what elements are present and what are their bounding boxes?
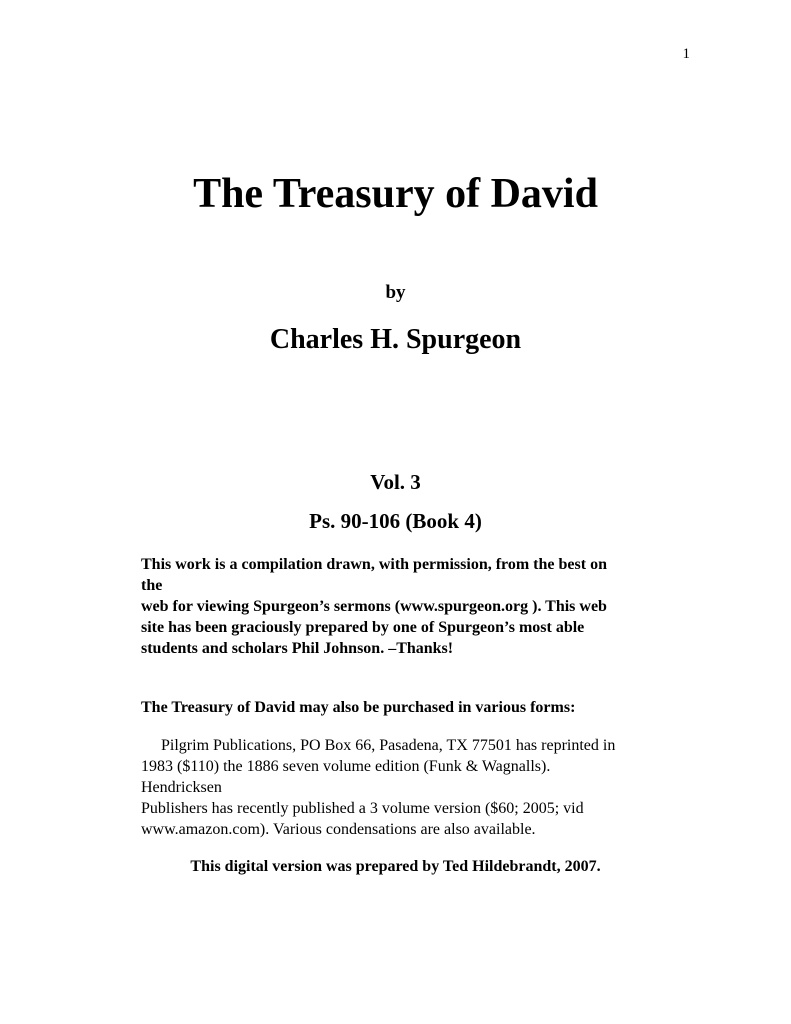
purchase-line: Publishers has recently published a 3 volume version ($60; 2005; vid [141,800,584,817]
purchase-info [141,735,681,840]
digital-version-note: This digital version was prepared by Ted Hildebrandt, 2007. [190,858,601,875]
compilation-note [141,554,681,659]
compilation-line: This work is a compilation drawn, with permission, from the best on [141,556,607,573]
volume-label: Vol. 3 [370,470,421,494]
compilation-line: the [141,577,163,594]
compilation-line: web for viewing Spurgeon’s sermons (www.spurgeon.org ). This web [141,598,607,615]
purchase-line: 1983 ($110) the 1886 seven volume edition (Funk & Wagnalls). [141,758,551,775]
purchase-line: Pilgrim Publications, PO Box 66, Pasadena, TX 77501 has reprinted in [161,737,616,754]
document-title: The Treasury of David [193,171,598,217]
page-number: 1 [682,46,690,62]
psalms-range: Ps. 90-106 (Book 4) [309,509,482,533]
purchase-line: www.amazon.com). Various condensations are also available. [141,821,536,838]
compilation-line: students and scholars Phil Johnson. –Thanks! [141,640,454,657]
purchase-heading: The Treasury of David may also be purchased in various forms: [141,699,576,716]
author-name: Charles H. Spurgeon [269,324,522,355]
purchase-line: Hendricksen [141,779,222,796]
compilation-line: site has been graciously prepared by one of Spurgeon’s most able [141,619,585,636]
by-line: by [385,282,406,303]
